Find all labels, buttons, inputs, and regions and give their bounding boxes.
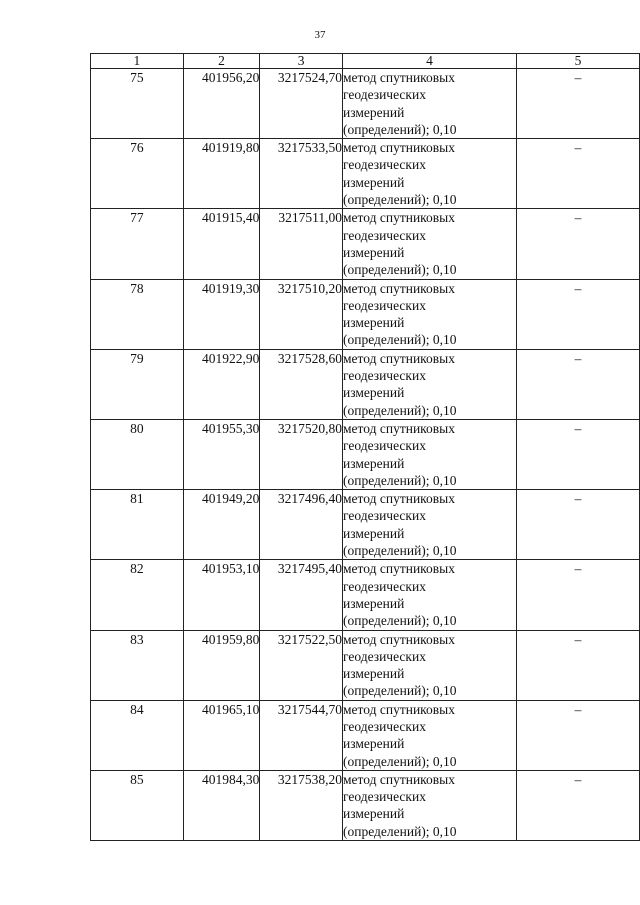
y-coordinate-cell: 3217495,40: [260, 560, 343, 630]
page-number: 37: [314, 29, 326, 41]
note-cell: –: [516, 139, 639, 209]
method-line: геодезических: [343, 789, 426, 805]
point-number-cell: 83: [91, 630, 184, 700]
method-cell: [343, 770, 517, 840]
table-row: [91, 139, 640, 209]
point-number-cell: 82: [91, 560, 184, 630]
x-coordinate-cell: 401965,10: [183, 700, 260, 770]
method-line: метод спутниковых: [343, 350, 455, 366]
x-coordinate-cell: 401949,20: [183, 490, 260, 560]
method-line: геодезических: [343, 297, 426, 313]
y-coordinate-cell: 3217522,50: [260, 630, 343, 700]
x-coordinate-cell: 401984,30: [183, 770, 260, 840]
method-cell: [343, 279, 517, 349]
method-line: метод спутниковых: [343, 771, 455, 787]
method-line: измерений: [343, 174, 405, 190]
method-line: измерений: [343, 244, 405, 260]
method-line: геодезических: [343, 578, 426, 594]
note-cell: –: [516, 700, 639, 770]
method-cell: [343, 419, 517, 489]
point-number-cell: 80: [91, 419, 184, 489]
method-cell: [343, 630, 517, 700]
method-cell: [343, 69, 517, 139]
method-line: метод спутниковых: [343, 701, 455, 717]
x-coordinate-cell: 401915,40: [183, 209, 260, 279]
method-line: измерений: [343, 315, 405, 331]
x-coordinate-cell: 401922,90: [183, 349, 260, 419]
method-line: измерений: [343, 595, 405, 611]
method-line: геодезических: [343, 227, 426, 243]
column-header-3: 3: [260, 54, 343, 69]
point-number-cell: 75: [91, 69, 184, 139]
table-row: [91, 490, 640, 560]
method-cell: [343, 700, 517, 770]
x-coordinate-cell: 401959,80: [183, 630, 260, 700]
y-coordinate-cell: 3217511,00: [260, 209, 343, 279]
method-line: метод спутниковых: [343, 280, 455, 296]
x-coordinate-cell: 401919,30: [183, 279, 260, 349]
method-line: (определений); 0,10: [343, 613, 457, 629]
method-cell: [343, 560, 517, 630]
table-row: [91, 349, 640, 419]
table-row: [91, 560, 640, 630]
y-coordinate-cell: 3217510,20: [260, 279, 343, 349]
note-cell: –: [516, 69, 639, 139]
method-line: измерений: [343, 806, 405, 822]
point-number-cell: 76: [91, 139, 184, 209]
y-coordinate-cell: 3217520,80: [260, 419, 343, 489]
method-line: геодезических: [343, 368, 426, 384]
method-line: геодезических: [343, 648, 426, 664]
table-header-row: [91, 54, 640, 69]
x-coordinate-cell: 401919,80: [183, 139, 260, 209]
table-row: [91, 419, 640, 489]
y-coordinate-cell: 3217533,50: [260, 139, 343, 209]
method-line: (определений); 0,10: [343, 472, 457, 488]
method-line: геодезических: [343, 87, 426, 103]
method-cell: [343, 490, 517, 560]
method-line: (определений); 0,10: [343, 192, 457, 208]
method-line: метод спутниковых: [343, 140, 455, 156]
point-number-cell: 85: [91, 770, 184, 840]
table-row: [91, 770, 640, 840]
note-cell: –: [516, 419, 639, 489]
method-line: метод спутниковых: [343, 631, 455, 647]
point-number-cell: 81: [91, 490, 184, 560]
column-header-1: 1: [91, 54, 184, 69]
method-cell: [343, 209, 517, 279]
y-coordinate-cell: 3217524,70: [260, 69, 343, 139]
method-line: измерений: [343, 525, 405, 541]
table-row: [91, 630, 640, 700]
method-line: метод спутниковых: [343, 70, 455, 85]
note-cell: –: [516, 279, 639, 349]
method-line: (определений); 0,10: [343, 823, 457, 839]
column-header-5: 5: [516, 54, 639, 69]
method-line: метод спутниковых: [343, 210, 455, 226]
method-line: геодезических: [343, 718, 426, 734]
method-line: геодезических: [343, 157, 426, 173]
method-line: метод спутниковых: [343, 420, 455, 436]
method-line: метод спутниковых: [343, 491, 455, 507]
method-line: (определений); 0,10: [343, 121, 457, 137]
note-cell: –: [516, 630, 639, 700]
y-coordinate-cell: 3217496,40: [260, 490, 343, 560]
method-line: (определений); 0,10: [343, 753, 457, 769]
point-number-cell: 77: [91, 209, 184, 279]
method-line: (определений); 0,10: [343, 332, 457, 348]
y-coordinate-cell: 3217544,70: [260, 700, 343, 770]
method-line: геодезических: [343, 508, 426, 524]
method-line: (определений); 0,10: [343, 683, 457, 699]
note-cell: –: [516, 490, 639, 560]
x-coordinate-cell: 401956,20: [183, 69, 260, 139]
method-line: (определений); 0,10: [343, 402, 457, 418]
y-coordinate-cell: 3217538,20: [260, 770, 343, 840]
method-line: геодезических: [343, 438, 426, 454]
note-cell: –: [516, 349, 639, 419]
method-line: измерений: [343, 455, 405, 471]
method-line: измерений: [343, 104, 405, 120]
x-coordinate-cell: 401955,30: [183, 419, 260, 489]
point-number-cell: 78: [91, 279, 184, 349]
method-line: измерений: [343, 385, 405, 401]
note-cell: –: [516, 209, 639, 279]
y-coordinate-cell: 3217528,60: [260, 349, 343, 419]
method-line: измерений: [343, 736, 405, 752]
table-row: [91, 69, 640, 139]
method-cell: [343, 139, 517, 209]
table-row: [91, 700, 640, 770]
point-number-cell: 79: [91, 349, 184, 419]
method-line: метод спутниковых: [343, 561, 455, 577]
x-coordinate-cell: 401953,10: [183, 560, 260, 630]
table-body: [91, 69, 640, 841]
method-line: (определений); 0,10: [343, 262, 457, 278]
method-cell: [343, 349, 517, 419]
method-line: измерений: [343, 666, 405, 682]
table-row: [91, 279, 640, 349]
method-line: (определений); 0,10: [343, 543, 457, 559]
column-header-2: 2: [183, 54, 260, 69]
column-header-4: 4: [343, 54, 517, 69]
table-row: [91, 209, 640, 279]
note-cell: –: [516, 560, 639, 630]
note-cell: –: [516, 770, 639, 840]
coordinates-table: [90, 53, 640, 841]
point-number-cell: 84: [91, 700, 184, 770]
